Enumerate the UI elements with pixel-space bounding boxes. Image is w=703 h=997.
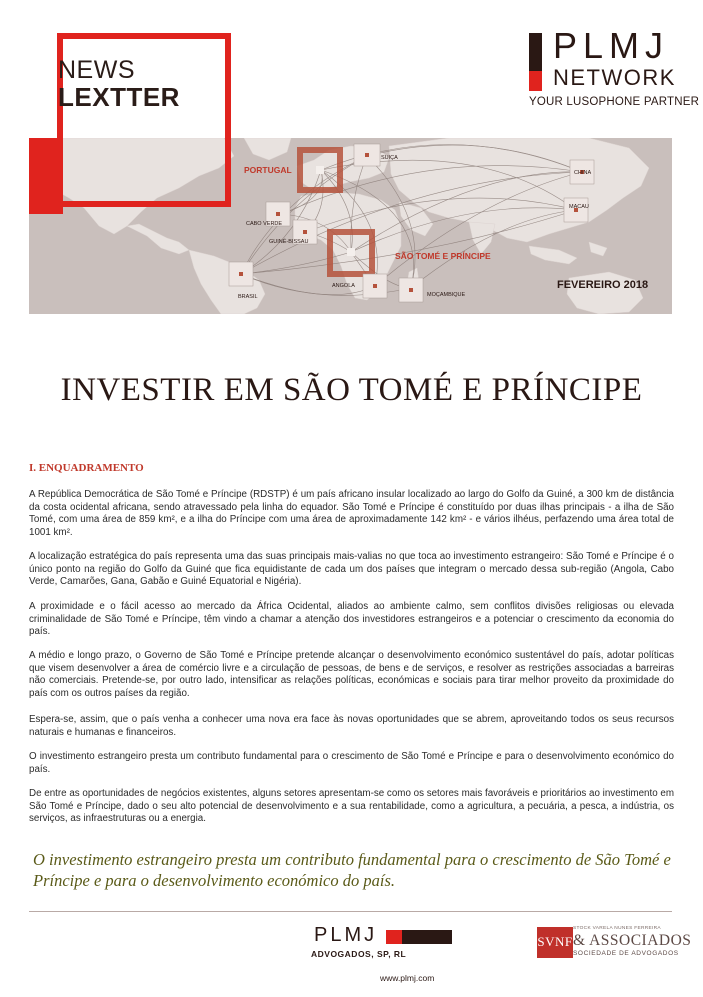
pull-quote: O investimento estrangeiro presta um contributo fundamental para o crescimento de São Tomé e Príncipe e para o desenvolvimento económico do país. <box>33 850 671 890</box>
paragraph-4: A médio e longo prazo, o Governo de São Tomé e Príncipe pretende alcançar o desenvolvimento económico sustentável do país, adotar políticas que visem desenvolver a área de comércio livre e a circulação de pessoas, de bens e de serviços, e resolver as restrições associadas a barreiras não comerciais. Pretende-se, por outro lado, intensificar as relações políticas, económicas e sociais para tirar melhor proveito da proximidade do país com os outros países da região. <box>29 650 674 700</box>
brand-network: NETWORK <box>553 65 676 90</box>
map-label-angola: ANGOLA <box>332 283 355 289</box>
paragraph-3: A proximidade e o fácil acesso ao mercado da África Ocidental, aliados ao ambiente calmo, sem conflitos divisões religiosas ou elevada criminalidade de São Tomé e Príncipe, têm vindo a chamar a atenção dos investidores estrangeiros e a potenciar o crescimento da economia do país. <box>29 601 674 638</box>
brand-tagline: YOUR LUSOPHONE PARTNER <box>529 96 700 108</box>
map-label-suica: SUIÇA <box>381 155 398 161</box>
article-headline: INVESTIR EM SÃO TOMÉ E PRÍNCIPE <box>60 372 643 408</box>
newsletter-title <box>58 57 180 111</box>
footer-divider <box>29 911 672 912</box>
partner-logo-letters: SVNF <box>537 934 573 949</box>
map-label-portugal: PORTUGAL <box>244 165 292 175</box>
issue-date: FEVEREIRO 2018 <box>557 279 649 291</box>
footer-logo-bar <box>402 930 452 944</box>
footer-logo-bar-accent <box>386 930 402 944</box>
footer-firm-name: PLMJ <box>314 924 378 946</box>
paragraph-7: De entre as oportunidades de negócios existentes, alguns setores apresentam-se como os setores mais favoráveis e prioritários ao investimento em São Tomé e Príncipe, dado o seu alto potencial de desenvolvimento e a sua rentabilidade, como a agricultura, a pecuária, a pesca, a indústria, os serviços, as infraestruturas ou a energia. <box>29 788 674 825</box>
partner-subtitle: SOCIEDADE DE ADVOGADOS <box>573 950 679 957</box>
section-heading: I. ENQUADRAMENTO <box>29 462 144 474</box>
paragraph-6: O investimento estrangeiro presta um contributo fundamental para o crescimento de São Tomé e Príncipe e para o desenvolvimento económico do país. <box>29 751 674 775</box>
map-label-brasil: BRASIL <box>238 294 258 300</box>
newsletter-title-line2: LEXTTER <box>58 82 180 112</box>
footer-firm-subtitle: ADVOGADOS, SP, RL <box>311 949 407 959</box>
footer-website-link[interactable]: www.plmj.com <box>380 973 435 983</box>
brand-name: PLMJ <box>553 25 670 66</box>
map-label-sao-tome: SÃO TOMÉ E PRÍNCIPE <box>395 251 491 261</box>
map-label-guine-bissau: GUINÉ-BISSAU <box>269 239 309 245</box>
brand-logo-bar-accent <box>529 71 542 91</box>
paragraph-5: Espera-se, assim, que o país venha a conhecer uma nova era face às novas oportunidades que se abrem, aproveitando todos os seus recursos naturais e humanas e financeiros. <box>29 714 674 738</box>
map-label-mocambique: MOÇAMBIQUE <box>427 292 466 298</box>
map-label-cabo-verde: CABO VERDE <box>246 221 283 227</box>
paragraph-2: A localização estratégica do país representa uma das suas principais mais-valias no que toca ao investimento estrangeiro: São Tomé e Príncipe é o único ponto na região do Golfo da Guiné que fica equidistante de cada um dos países que integram o mercado dessa sub-região (Angola, Cabo Verde, Camarões, Gana, Gabão e Guiné Equatorial e Nigéria). <box>29 551 674 588</box>
partner-name: & ASSOCIADOS <box>573 932 692 949</box>
map-label-china: CHINA <box>574 170 592 176</box>
partner-full-name: STOCK VARELA NUNES FERREIRA <box>573 926 661 931</box>
map-label-macau: MACAU <box>569 204 589 210</box>
newsletter-title-line1: NEWS <box>58 56 135 84</box>
paragraph-1: A República Democrática de São Tomé e Príncipe (RDSTP) é um país africano insular localizado ao largo do Golfo da Guiné, a 300 km de distância da costa ocidental africana, sendo atravessado pela linha do equador. São Tomé e Príncipe é constituído por duas ilhas principais - a ilha de São Tomé, com uma área de 859 km², e a ilha do Príncipe com uma área de aproximadamente 142 km² - e vários ilhéus, perfazendo uma área total de 1001 km². <box>29 489 674 539</box>
